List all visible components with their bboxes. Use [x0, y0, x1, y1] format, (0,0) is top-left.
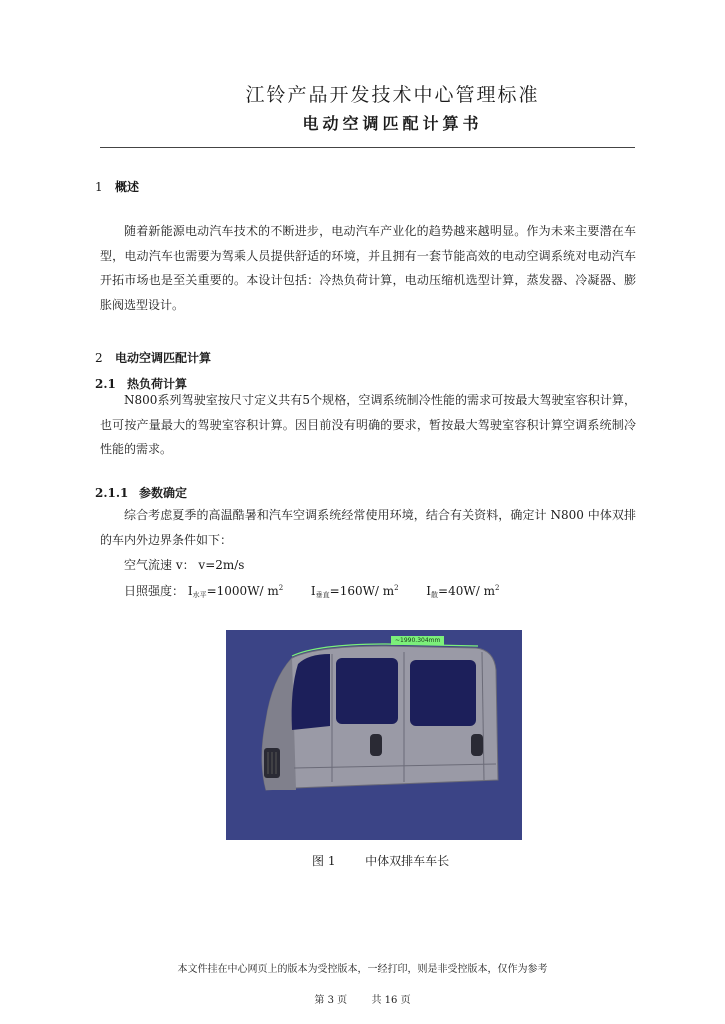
figure-number: 图 1 — [312, 854, 336, 868]
irradiance-vertical: I垂直=160W/ $m^2$ — [310, 584, 399, 599]
irradiance-label: 日照强度： — [124, 584, 185, 598]
section-title: 概述 — [115, 180, 140, 194]
section-number: 2 — [95, 351, 103, 365]
irradiance-horizontal: I水平=1000W/ $m^2$ — [187, 584, 284, 599]
section-number: 1 — [95, 180, 103, 194]
section-1-paragraph: 随着新能源电动汽车技术的不断进步，电动汽车产业化的趋势越来越明显。作为未来主要潜在车型，电动汽车也需要为驾乘人员提供舒适的环境，并且拥有一套节能高效的电动空调系统对电动汽车开拓市场也是至关重要的。本设计包括：冷热负荷计算，电动压缩机选型计算，蒸发器、冷凝器、膨胀阀选型设计。 — [100, 224, 636, 312]
section-2-1-1-heading — [95, 484, 187, 501]
section-number: 2.1.1 — [95, 486, 129, 500]
section-1-heading — [95, 178, 139, 195]
figure-caption — [312, 852, 449, 869]
section-title: 电动空调匹配计算 — [115, 351, 212, 365]
irradiance-line — [124, 582, 499, 599]
section-number: 2.1 — [95, 377, 116, 391]
section-2-heading — [95, 349, 211, 366]
footer-notice: 本文件挂在中心网页上的版本为受控版本，一经打印，则是非受控版本，仅作为参考 — [177, 964, 548, 975]
section-title: 热负荷计算 — [127, 377, 188, 391]
figure-caption-text: 中体双排车车长 — [365, 854, 450, 868]
page-total: 共 16 页 — [371, 995, 411, 1006]
document-header-subtitle: 电动空调匹配计算书 — [302, 114, 483, 133]
truck-cab-illustration — [226, 630, 522, 840]
irradiance-diffuse: I散=40W/ $m^2$ — [426, 584, 500, 599]
page-current: 第 3 页 — [314, 995, 348, 1006]
header-divider — [100, 147, 635, 148]
page-indicator — [0, 991, 725, 1006]
cab-figure — [226, 630, 522, 840]
section-title: 参数确定 — [139, 486, 188, 500]
document-header-title: 江铃产品开发技术中心管理标准 — [245, 84, 540, 106]
section-2-1-1-paragraph: 综合考虑夏季的高温酷暑和汽车空调系统经常使用环境，结合有关资料，确定计 N800 中体双排的车内外边界条件如下： — [100, 508, 636, 547]
air-speed-line: 空气流速 v： v=2m/s — [124, 558, 245, 572]
measurement-label: ~1990.304mm — [391, 636, 444, 645]
section-2-1-paragraph: N800系列驾驶室按尺寸定义共有5个规格，空调系统制冷性能的需求可按最大驾驶室容积计算，也可按产量最大的驾驶室容积计算。因目前没有明确的要求，暂按最大驾驶室容积计算空调系统制冷性能的需求。 — [100, 393, 636, 456]
